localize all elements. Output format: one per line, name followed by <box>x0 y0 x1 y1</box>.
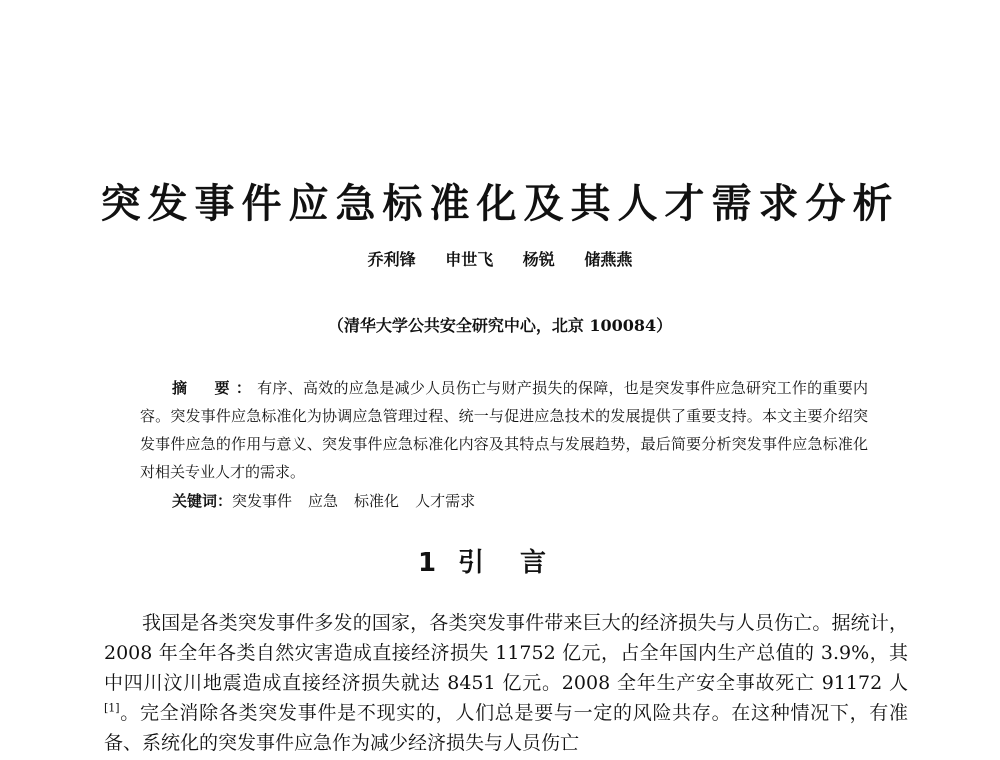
keyword: 突发事件 <box>232 492 293 510</box>
body-text-part: 。完全消除各类突发事件是不现实的，人们总是要与一定的风险共存。在这种情况下，有准备、系统化的突发事件应急作为减少经济损失与人员伤亡 <box>104 702 908 754</box>
abstract-label: 摘 要： <box>172 379 258 397</box>
author-name: 储燕燕 <box>584 250 633 269</box>
section-heading <box>0 546 1000 580</box>
abstract-text: 有序、高效的应急是减少人员伤亡与财产损失的保障，也是突发事件应急研究工作的重要内容。突发事件应急标准化为协调应急管理过程、统一与促进应急技术的发展提供了重要支持。本文主要介绍突发事件应急的作用与意义、突发事件应急标准化内容及其特点与发展趋势，最后简要分析突发事件应急标准化对相关专业人才的需求。 <box>140 379 868 481</box>
author-name: 乔利锋 <box>367 250 416 269</box>
paper-title: 突发事件应急标准化及其人才需求分析 <box>100 181 900 227</box>
keyword: 标准化 <box>354 492 400 510</box>
keyword: 应急 <box>308 492 339 510</box>
author-affiliation: （清华大学公共安全研究中心，北京 100084） <box>327 316 673 335</box>
keywords <box>172 490 872 512</box>
keywords-label: 关键词： <box>172 492 233 510</box>
author-list <box>0 248 1000 272</box>
section-title: 引言 <box>458 548 583 578</box>
keyword: 人才需求 <box>415 492 476 510</box>
section-number: 1 <box>417 548 437 578</box>
citation-reference: [1] <box>104 701 120 715</box>
body-paragraph <box>104 608 908 758</box>
body-text-part: 我国是各类突发事件多发的国家，各类突发事件带来巨大的经济损失与人员伤亡。据统计，2008 年全年各类自然灾害造成直接经济损失 11752 亿元，占全年国内生产总值的 3.9%，其中四川汶川地震造成直接经济损失就达 8451 亿元。2008 全年生产安全事故死亡 91172 人 <box>104 612 908 694</box>
author-name: 杨锐 <box>522 250 555 269</box>
author-name: 申世飞 <box>445 250 494 269</box>
abstract <box>140 374 868 486</box>
